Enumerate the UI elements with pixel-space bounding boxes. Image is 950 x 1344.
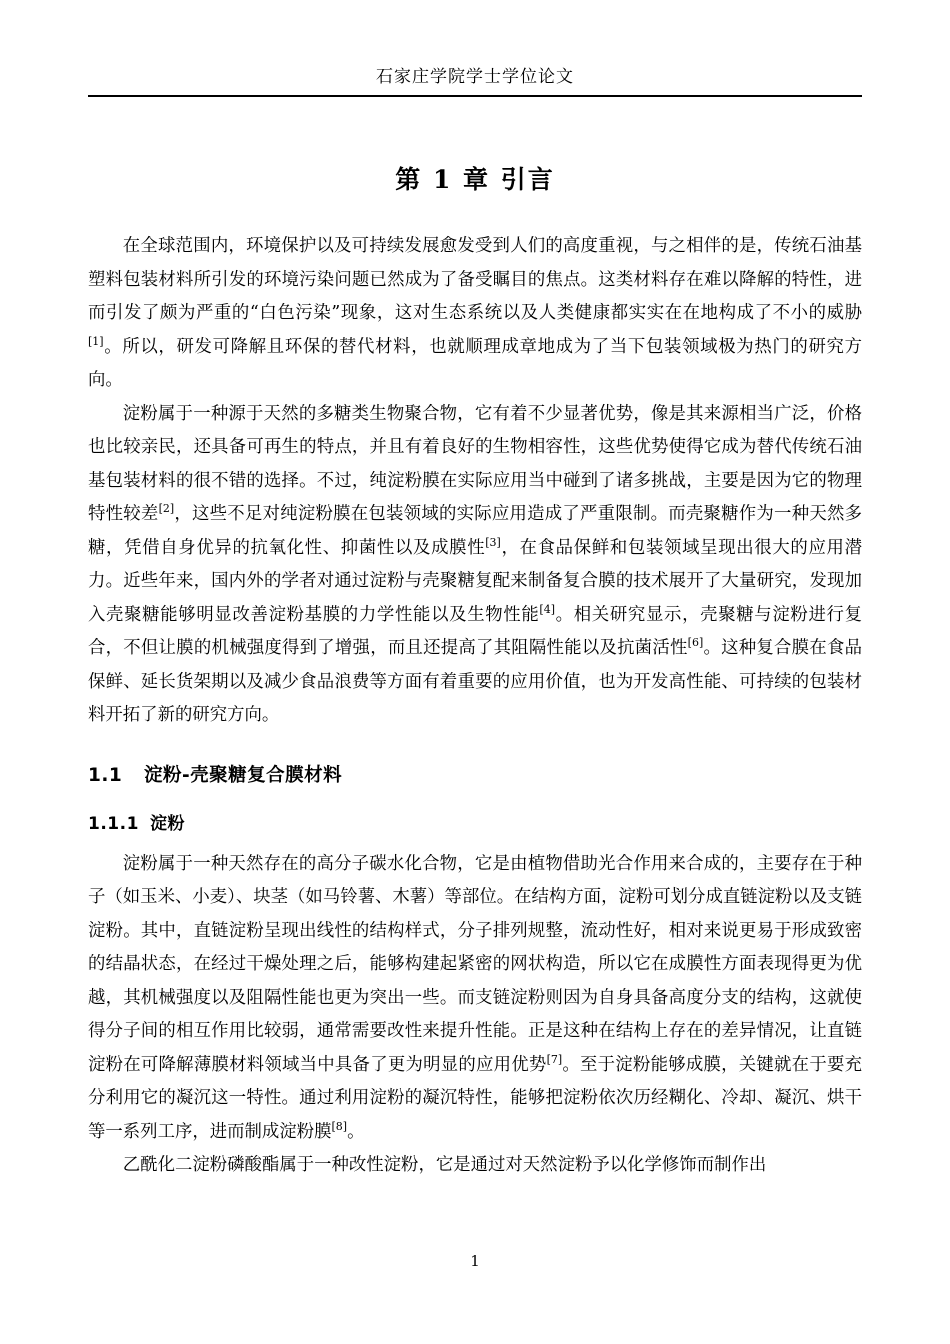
reference-marker-2: [2] [158, 502, 175, 516]
paragraph-text: 淀粉属于一种源于天然的多糖类生物聚合物，它有着不少显著优势，像是其来源相当广泛，价格也比较亲民，还具备可再生的特点，并且有着良好的生物相容性，这些优势使得它成为替代传统石油基包装材料的很不错的选择。不过，纯淀粉膜在实际应用当中碰到了诸多挑战，主要是因为它的物理特性较差 [88, 403, 862, 524]
paragraph-text: 。相关研究显示，壳聚糖与淀粉进行复合，不但让膜的机械强度得到了增强，而且还提高了其阻隔性能以及抗菌活性 [88, 604, 862, 658]
paragraph-intro-2 [88, 398, 862, 733]
reference-marker-4: [4] [539, 602, 556, 616]
paragraph-text: 淀粉属于一种天然存在的高分子碳水化合物，它是由植物借助光合作用来合成的，主要存在于种子（如玉米、小麦）、块茎（如马铃薯、木薯）等部位。在结构方面，淀粉可划分成直链淀粉以及支链淀粉。其中，直链淀粉呈现出线性的结构样式，分子排列规整，流动性好，相对来说更易于形成致密的结晶状态，在经过干燥处理之后，能够构建起紧密的网状构造，所以它在成膜性方面表现得更为优越，其机械强度以及阻隔性能也更为突出一些。而支链淀粉则因为自身具备高度分支的结构，这就使得分子间的相互作用比较弱，通常需要改性来提升性能。正是这种在结构上存在的差异情况，让直链淀粉在可降解薄膜材料领域当中具备了更为明显的应用优势 [88, 853, 862, 1075]
chapter-title: 第 1 章 引言 [395, 165, 555, 194]
reference-marker-5: [6] [687, 636, 704, 650]
paragraph-text-tail: 。所以，研发可降解且环保的替代材料，也就顺理成章地成为了当下包装领域极为热门的研究方向。 [88, 336, 862, 390]
paragraph-starch-1 [88, 848, 862, 1150]
section-number: 1.1 [88, 764, 123, 786]
subsection-title-text: 淀粉 [150, 813, 185, 834]
subsection-heading-1-1-1 [88, 809, 862, 834]
section-heading-1-1 [88, 761, 862, 787]
reference-marker-7: [8] [331, 1119, 348, 1133]
paragraph-text: 。这种复合膜在食品保鲜、延长货架期以及减少食品浪费等方面有着重要的应用价值，也为开发高性能、可持续的包装材料开拓了新的研究方向。 [88, 638, 862, 725]
section-title-text: 淀粉-壳聚糖复合膜材料 [144, 764, 343, 786]
reference-marker-6: [7] [546, 1052, 563, 1066]
header-divider [88, 95, 862, 97]
running-header: 石家庄学院学士学位论文 [376, 67, 574, 87]
subsection-number: 1.1.1 [88, 813, 139, 834]
paragraph-text: ，在食品保鲜和包装领域呈现出很大的应用潜力。近些年来，国内外的学者对通过淀粉与壳聚糖复配来制备复合膜的技术展开了大量研究，发现加入壳聚糖能够明显改善淀粉基膜的力学性能以及生物性能 [88, 537, 862, 625]
paragraph-text: 在全球范围内，环境保护以及可持续发展愈发受到人们的高度重视，与之相伴的是，传统石油基塑料包装材料所引发的环境污染问题已然成为了备受瞩目的焦点。这类材料存在难以降解的特性，进而引发了颇为严重的“白色污染”现象，这对生态系统以及人类健康都实实在在地构成了不小的威胁 [88, 236, 862, 323]
paragraph-intro-1 [88, 230, 862, 398]
paragraph-starch-2: 乙酰化二淀粉磷酸酯属于一种改性淀粉，它是通过对天然淀粉予以化学修饰而制作出 [122, 1155, 767, 1175]
paragraph-text: 。 [347, 1121, 365, 1142]
page-number: 1 [470, 1252, 480, 1270]
reference-marker-1: [1] [88, 334, 104, 348]
reference-marker-3: [3] [485, 535, 501, 549]
page-content [88, 160, 862, 1183]
paragraph-text: 。至于淀粉能够成膜，关键就在于要充分利用它的凝沉这一特性。通过利用淀粉的凝沉特性，能够把淀粉依次历经糊化、冷却、凝沉、烘干等一系列工序，进而制成淀粉膜 [88, 1054, 862, 1142]
paragraph-text: ，这些不足对纯淀粉膜在包装领域的实际应用造成了严重限制。而壳聚糖作为一种天然多糖，凭借自身优异的抗氧化性、抑菌性以及成膜性 [88, 504, 862, 558]
